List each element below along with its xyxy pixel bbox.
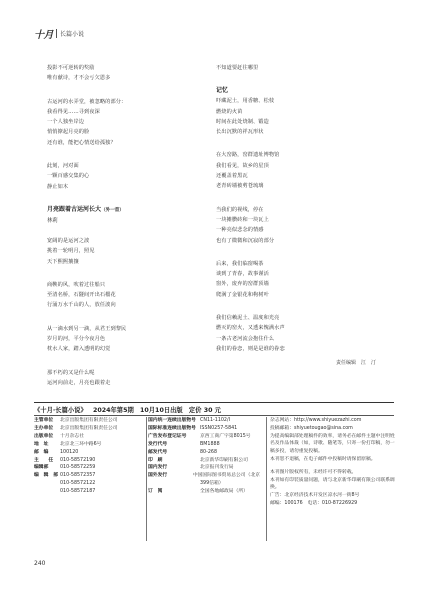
- poem-line: 行涌万水千山的人，放任波向: [47, 302, 116, 309]
- poem-line: 枕水人家，踏入透明的幻觉: [47, 346, 111, 353]
- info-value: 010-58572187: [60, 489, 96, 495]
- poem-line: 那不朽的又是什么呢: [47, 369, 95, 376]
- info-value: ISSN0257-5841: [200, 425, 238, 431]
- poem-line: 宽阔的是运河之波: [47, 237, 90, 244]
- colophon-registration-info: [148, 417, 260, 496]
- info-label: 国外发行: [148, 473, 168, 479]
- info-row: [34, 425, 146, 433]
- poem-line: 岁月的河，平分今夜月色: [47, 336, 106, 343]
- info-value: 100120: [60, 449, 79, 455]
- info-label: 地 址: [34, 441, 49, 447]
- poem-line: 燃灭的窑火，又透来愧满水声: [216, 325, 285, 332]
- info-label: 主办单位: [34, 425, 54, 431]
- info-label: 发行代号: [148, 441, 168, 447]
- info-row: [34, 457, 146, 465]
- info-label: 印 刷: [148, 457, 163, 463]
- poem-title-suffix: （外一首）: [101, 207, 124, 213]
- info-row: [34, 472, 146, 480]
- poem-stanza: [47, 236, 217, 267]
- price: 定价 30 元: [188, 407, 221, 414]
- series-name: 长篇小说: [60, 31, 85, 38]
- info-value: CN11-1102/I: [200, 418, 231, 423]
- info-value: 中国国际图书贸易总公司（北京: [192, 473, 260, 479]
- poem-stanza: [216, 259, 386, 300]
- poem-line: 谈到了青春，故事谨活: [216, 271, 269, 278]
- poem-stanza: [47, 63, 217, 84]
- info-value: 010-58572122: [60, 481, 96, 487]
- colophon-divider: [266, 417, 267, 541]
- poem-line: 长出沉默的祥瓦形状: [216, 129, 264, 136]
- poem-line: 我们的眷恋，则是是谁的眷恋: [216, 345, 285, 352]
- poem-line: 不知道要赶往哪里: [216, 65, 259, 71]
- poem-line: 古运河的水弄堂，被忽略的部分：: [47, 98, 127, 105]
- note-line: 本刊恕不退稿，在电子邮件中投稿时请保留原稿。: [270, 456, 376, 462]
- header-divider: [56, 29, 57, 38]
- info-value: 北京新华印刷有限公司: [200, 457, 248, 463]
- info-row: [148, 472, 260, 480]
- poem-line: 我看得见……寻到夜深: [47, 108, 100, 115]
- poem-line: 静止如木: [47, 183, 69, 190]
- colophon-masthead: [34, 405, 225, 414]
- poem-line: 一条古老河流会抱住什么: [216, 335, 275, 342]
- poem-line: 从一滴水到另一滴，从君王到黎民: [47, 325, 127, 332]
- poem-stanza: [216, 63, 386, 73]
- info-value: BM1888: [200, 441, 220, 447]
- note-line: 本刊图片版权所有，未经许可不得转载。: [270, 470, 357, 476]
- poem-line: 还有谁，能把心情送给孤独？: [47, 139, 116, 146]
- right-column: [216, 63, 386, 367]
- poem-line: 窗外，废弃的窑群顶墙: [216, 281, 269, 288]
- colophon-contact-info: [270, 417, 396, 507]
- poem-stanza: [216, 96, 386, 137]
- magazine-logo: 十月: [34, 30, 53, 41]
- info-label: 广告发布登记证号: [148, 433, 187, 439]
- info-row: [34, 449, 146, 457]
- info-label: 编辑部: [34, 465, 49, 471]
- poem-stanza: [47, 324, 217, 355]
- poem-stanza: [47, 97, 217, 148]
- info-value: 北京出版集团有限责任公司: [60, 418, 118, 423]
- info-value: 399信箱）: [200, 481, 224, 487]
- poem-line: 老青砖墙被剪苍琉璃: [216, 183, 264, 190]
- colophon-top-rule: [34, 402, 394, 403]
- info-row: [34, 417, 146, 425]
- poem-line: 爬满了金银花和枸树叶: [216, 291, 269, 298]
- poem-line: 至清名桥，石隧间开出石榴花: [47, 292, 116, 299]
- poem-line: 商鞅的风，吹着过往船只: [47, 281, 106, 288]
- info-row: [34, 464, 146, 472]
- info-label: 主管单位: [34, 418, 54, 423]
- poem-line: 还覆盖着黑瓦: [216, 173, 248, 180]
- info-label: 国内发行: [148, 465, 168, 471]
- poem-line: 一颗百感交集的心: [47, 173, 90, 180]
- info-value: 010-58572357: [60, 473, 96, 479]
- poem-line: 天下熙熙攘攘: [47, 258, 79, 265]
- poem-line: 燃烧的火苗: [216, 108, 243, 115]
- note-line: 为提高编辑部处理稿件的效率，请务必在邮件主题中注明姓名及作品体裁（如，诗歌、随笔等，只寄一份打印稿，勿一稿多投，请勿重复投稿。: [270, 433, 395, 454]
- info-row: [148, 488, 260, 496]
- poem-line: 我们看见，故乡的星顶: [216, 162, 269, 169]
- email-row: 投稿邮箱： shiyuetougao@sina.com: [270, 425, 353, 431]
- info-value: 十月杂志社: [60, 433, 84, 439]
- poem-stanza: [216, 205, 386, 246]
- poem-stanza: [216, 150, 386, 191]
- email-link[interactable]: shiyuetougao@sina.com: [294, 425, 353, 431]
- poem-line: 此刻，河对面: [47, 163, 79, 170]
- legal-notes: [270, 469, 396, 507]
- poem-line: 我们信赖泥土、温度和光亮: [216, 315, 280, 322]
- issue-number: 2024年第5期: [92, 407, 134, 414]
- poem-line: 一个人独坐岸边: [47, 119, 85, 126]
- note-line: 邮编：100176 电话：010-87226929: [270, 500, 358, 506]
- poem-line: 投影不可逆转的奖励: [47, 65, 95, 71]
- publication-date: 10月10日出版: [140, 407, 183, 414]
- info-value: 全国各地邮政局（所）: [200, 489, 248, 495]
- note-line: 广告：北京经济技术开发区凉水河一街8号: [270, 492, 360, 498]
- poem-line: 唯有献诗，才不会亏欠恩多: [47, 75, 111, 82]
- poem-title-text: 月亮跟着古运河长大: [47, 205, 102, 213]
- info-row: [148, 441, 260, 449]
- info-label: 邮发代号: [148, 449, 168, 455]
- info-value: 北京北三环中路6号: [60, 441, 102, 447]
- poem-line: 吓藏泥土，用香糖、松枝: [216, 98, 275, 105]
- info-value: 010-58572259: [60, 465, 96, 471]
- poem-line: 后来，我们临窗喝茶: [216, 260, 264, 267]
- poem-stanza: [47, 280, 217, 311]
- info-row: [148, 457, 260, 465]
- submission-notes: [270, 433, 396, 463]
- responsible-editor: 责任编辑 江 汀: [336, 360, 377, 366]
- poem-author: 林莉: [47, 217, 58, 224]
- info-label: 邮 编: [34, 449, 49, 455]
- poem-line: 也有了微微和沉寂的部分: [216, 237, 275, 244]
- info-value: 80-268: [200, 449, 217, 455]
- poem-line: 一块摊臜砖和一块瓦上: [216, 216, 269, 223]
- info-row: [148, 433, 260, 441]
- info-label: 出版单位: [34, 433, 54, 439]
- website-row: 杂志网站： http://www.shiyuezazhi.com: [270, 418, 362, 423]
- info-label: 国内统一连续出版物号: [148, 418, 196, 423]
- info-row: [148, 417, 260, 425]
- poem-line: 悄悄撩起月亮的脸: [47, 129, 90, 136]
- running-header: [34, 26, 84, 41]
- info-row: [148, 425, 260, 433]
- poem-title: 记忆: [216, 87, 229, 95]
- info-label: 主 任: [34, 457, 54, 463]
- poem-stanza: [47, 368, 217, 389]
- poem-line: 时间在此处烧制、锻造: [216, 118, 269, 125]
- note-line: 本刊如有印装质量问题，请与北京新华印刷有限公司联系调换。: [270, 477, 395, 491]
- info-label: 编 辑 部: [34, 473, 58, 479]
- poem-line: 一种亮似悲念的情感: [216, 227, 264, 234]
- info-row: [148, 464, 260, 472]
- page-number: 240: [34, 560, 46, 567]
- website-link[interactable]: http://www.shiyuezazhi.com: [294, 418, 362, 423]
- info-label: 订 阅: [148, 489, 163, 495]
- poem-stanza: [216, 313, 386, 354]
- poem-line: 挑着一轮明月，照见: [47, 248, 95, 255]
- poem-line: 在大窑路，窑群遗址博物馆: [216, 152, 280, 159]
- info-row: [34, 441, 146, 449]
- info-value: 010-58572190: [60, 457, 96, 463]
- poem-stanza: [47, 161, 217, 192]
- info-row: [34, 433, 146, 441]
- colophon-divider: [146, 417, 147, 541]
- colophon-rule: [34, 415, 394, 416]
- left-column: [47, 63, 217, 401]
- magazine-title: 《十月·长篇小说》: [34, 407, 87, 414]
- colophon-publisher-info: [34, 417, 146, 496]
- info-value: 京西工商广字第8015号: [200, 433, 251, 439]
- poem-line: 当我们的视线，停在: [216, 206, 264, 213]
- poem-line: 运河向前走，月亮也跟着走: [47, 379, 111, 386]
- info-value: 北京报刊发行局: [200, 465, 234, 471]
- info-label: 国际标准连续出版物号: [148, 425, 196, 431]
- poem-title: [47, 205, 217, 216]
- info-row: [148, 449, 260, 457]
- info-value: 北京出版集团有限责任公司: [60, 425, 118, 431]
